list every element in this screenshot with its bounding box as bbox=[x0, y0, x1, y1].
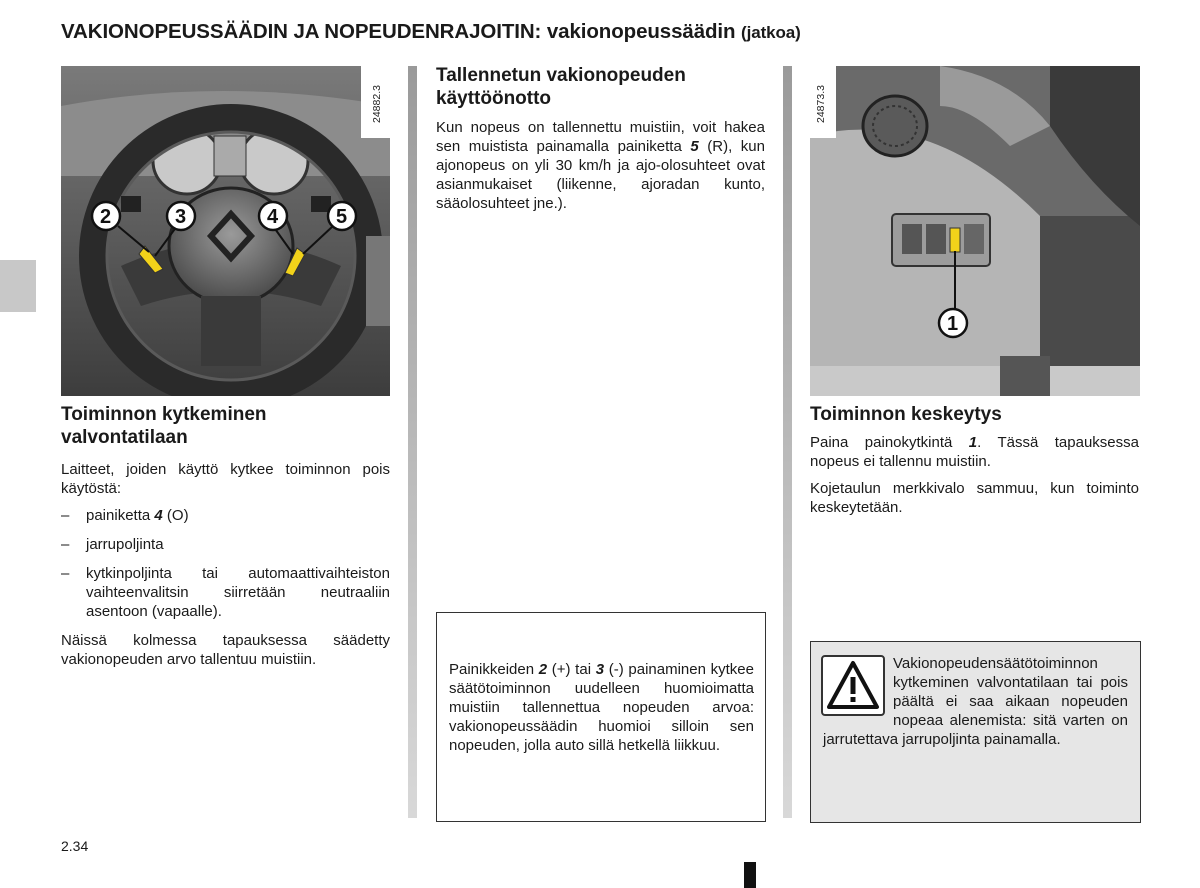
callout-2: 2 bbox=[100, 206, 112, 228]
page-title-sub: (jatkoa) bbox=[741, 23, 801, 42]
list-item: – painiketta 4 (O) bbox=[61, 507, 189, 524]
middle-column bbox=[436, 64, 765, 213]
left-intro: Laitteet, joiden käyttö kytkee toiminnon pois käytöstä: bbox=[61, 461, 390, 497]
callout-3: 3 bbox=[175, 206, 187, 228]
callout-4: 4 bbox=[267, 206, 279, 228]
warning-box bbox=[810, 641, 1141, 823]
right-heading: Toiminnon keskeytys bbox=[810, 404, 1002, 425]
page-edge-marker bbox=[744, 862, 756, 888]
left-column bbox=[61, 403, 390, 669]
page-title-main: VAKIONOPEUSSÄÄDIN JA NOPEUDENRAJOITIN: vakionopeussäädin bbox=[61, 20, 736, 43]
column-divider-right bbox=[783, 66, 792, 818]
middle-paragraph: Kun nopeus on tallennettu muistiin, voit hakea sen muistista painamalla painiketta 5 (R), kun ajonopeus on yli 30 km/h ja ajo-olosuhteet ovat asianmukaiset (liikenne, ajoradan kunto, sääolosuhteet jne.). bbox=[436, 119, 765, 212]
right-paragraph-2: Kojetaulun merkkivalo sammuu, kun toiminto keskeytetään. bbox=[810, 480, 1139, 516]
steering-wheel-illustration bbox=[61, 66, 390, 396]
callout-5: 5 bbox=[336, 206, 348, 228]
dashboard-illustration bbox=[810, 66, 1140, 396]
left-list bbox=[61, 506, 390, 621]
figure-ref-right: 24873.3 bbox=[815, 85, 827, 123]
steering-wheel-figure bbox=[61, 66, 390, 396]
right-column bbox=[810, 403, 1139, 517]
list-item: – jarrupoljinta bbox=[61, 536, 164, 553]
list-item: – kytkinpoljinta tai automaattivaihteiston vaihteenvalitsin siirretään neutraaliin asentoon (vapaalle). bbox=[61, 565, 390, 620]
page-number: 2.34 bbox=[61, 838, 89, 854]
callout-1: 1 bbox=[947, 313, 959, 335]
page-title bbox=[61, 20, 801, 44]
middle-heading: Tallennetun vakionopeuden käyttöönotto bbox=[436, 65, 686, 109]
note-box bbox=[436, 612, 766, 822]
note-text: Painikkeiden 2 (+) tai 3 (-) painaminen kytkee säätötoiminnon uudelleen huomioimatta muistiin tallennettua nopeuden arvoa: vakionopeussäädin huomioi silloin sen nopeuden, jolla auto sillä hetkellä liikkuu. bbox=[449, 661, 754, 754]
left-heading: Toiminnon kytkeminen valvontatilaan bbox=[61, 404, 267, 448]
chapter-tab bbox=[0, 260, 36, 312]
figure-ref-left: 24882.3 bbox=[371, 85, 383, 123]
right-paragraph-1: Paina painokytkintä 1. Tässä tapauksessa nopeus ei tallennu muistiin. bbox=[810, 434, 1139, 470]
warning-text: Vakionopeudensäätötoiminnon kytkeminen valvontatilaan tai pois päältä ei saa aikaan nopeuden nopeaa alenemista: sitä varten on jarrutettava jarrupoljinta painamalla. bbox=[823, 655, 1128, 748]
column-divider-left bbox=[408, 66, 417, 818]
warning-icon-spacer bbox=[823, 654, 893, 718]
left-outro: Näissä kolmessa tapauksessa säädetty vakionopeuden arvo tallentuu muistiin. bbox=[61, 632, 390, 668]
dashboard-switch-figure bbox=[810, 66, 1140, 396]
